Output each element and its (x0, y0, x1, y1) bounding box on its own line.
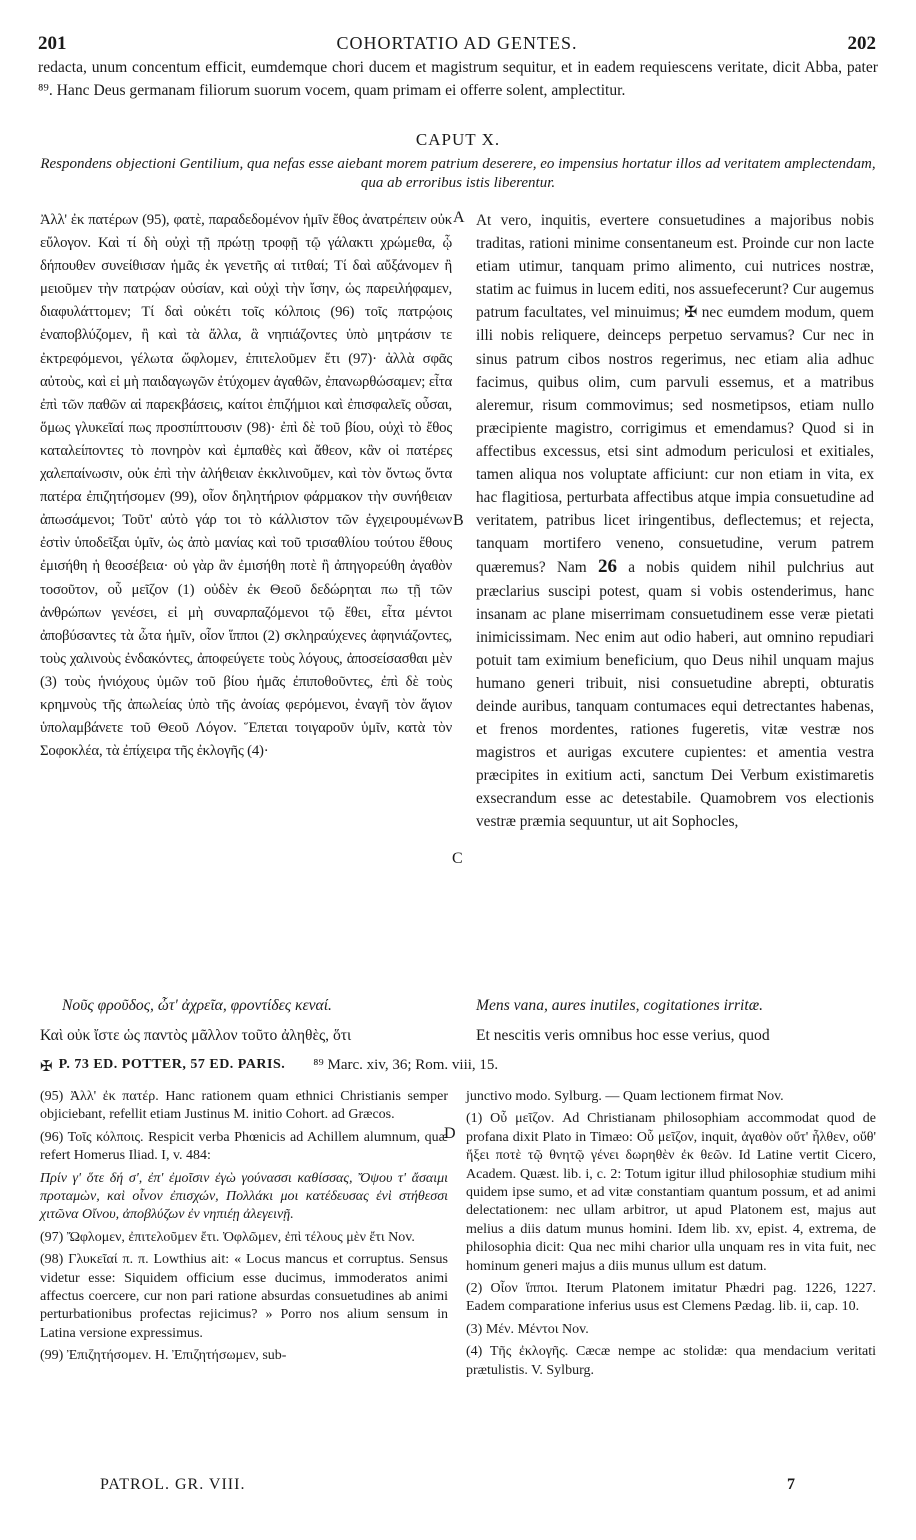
margin-letter-a: A (453, 209, 465, 226)
footnotes-right (466, 1088, 876, 1384)
cross-marker-icon: ✠ (40, 1059, 53, 1075)
sheet-number: 7 (787, 1476, 796, 1493)
running-header (38, 33, 876, 55)
margin-letter-b: B (453, 512, 464, 529)
running-title: COHORTATIO AD GENTES. (336, 33, 578, 53)
verse-latin: Mens vana, aures inutiles, cogitationes irritæ. (476, 997, 764, 1014)
latin-column (476, 209, 874, 834)
series-signature: PATROL. GR. VIII. (100, 1476, 246, 1493)
footnote-verse: Πρίν γ' ὅτε δή σ', ἐπ' ἐμοῖσιν ἐγὼ γούνασσι καθίσσας, Ὄψου τ' ἄσαιμι προταμὼν, καὶ οἶνον ἐπισχών, Πολλάκι μοι κατέδευσας ἐνὶ στήθεσσι χιτῶνα Οἴνου, ἀποβλύζων ἐν νηπιέῃ ἀλεγεινῇ. (40, 1170, 448, 1223)
footnote: (96) Τοῖς κόλποις. Respicit verba Phœnicis ad Achillem alumnum, quæ refert Homerus Iliad. I, v. 484: (40, 1129, 448, 1164)
page-footer (100, 1476, 796, 1494)
footnote: junctivo modo. Sylburg. — Quam lectionem firmat Nov. (466, 1089, 784, 1104)
edition-reference: P. 73 ED. POTTER, 57 ED. PARIS. (58, 1057, 286, 1072)
footnote: (3) Μέν. Μέντοι Nov. (466, 1321, 589, 1337)
greek-column (40, 209, 452, 763)
footnote: (98) Γλυκεῖαί π. π. Lowthius ait: « Locus mancus et corruptus. Sensus videtur esse: Siquidem officium esse ducimus, immoderatos animi affectus coercere, cur non pari ratione absurdas consuetudines ab animi perturbationibus profectas rejicimus? » Porro nos alium sensum in Latina versione expressimus. (40, 1252, 448, 1341)
footnote: (95) Ἀλλ' ἐκ πατέρ. Hanc rationem quam ethnici Christianis semper objiciebant, refellit etiam Justinus M. initio Cohort. ad Græcos. (40, 1089, 448, 1123)
margin-letter-d: D (444, 1125, 456, 1142)
chapter-heading: CAPUT X. (415, 130, 501, 149)
footnote: (2) Οἷον ἵπποι. Iterum Platonem imitatur Phædri pag. 1226, 1227. Eadem comparatione inferius usus est Clemens Pædag. lib. ii, cap. 10. (466, 1281, 876, 1315)
footnote: (99) Ἐπιζητήσομεν. H. Ἐπιζητήσωμεν, sub- (40, 1348, 287, 1364)
closing-latin-line: Et nescitis veris omnibus hoc esse verius, quod (476, 1027, 770, 1044)
verse-greek: Νοῦς φροῦδος, ὦτ' ἀχρεῖα, φροντίδες κεναί. (62, 997, 332, 1014)
edition-note (40, 1057, 876, 1076)
footnote: (1) Οὗ μεῖζον. Ad Christianam philosophiam accommodat quod de profana dixit Plato in Timæo: Οὗ μεῖζον, inquit, ἀγαθὸν οὔτ' ἦλθεν, οὔθ' ἥξει ποτὲ τῷ θνητῷ γένει δωρηθὲν ἐκ θεῶν. Id Latine vertit Cicero, Academ. Quæst. lib. i, c. 2: Totum igitur illud philosophiæ studium mihi quidem ipse sumo, et ad vitæ constantiam quantum possum, et ad animi delectationem: nec ullam arbitror, ut apud Platonem est, majus aut melius a diis datum munus homini. Idem lib. xv, epist. 4, extrema, de philosophia dicit: Qua nec mihi charior ulla unquam res in vita fuit, nec hominum generi majus a diis munus ullum est datum. (466, 1111, 876, 1274)
greek-text: Ἀλλ' ἐκ πατέρων (95), φατὲ, παραδεδομένον ἡμῖν ἔθος ἀνατρέπειν οὐκ εὔλογον. Καὶ τί δὴ οὐχὶ τῇ πρώτῃ τροφῇ τῷ γάλακτι χρώμεθα, ᾧ δήπουθεν συνείθισαν ἡμᾶς ἐκ γενετῆς αἱ τιτθαί; Τί δαὶ αὔξάνομεν ἢ μειοῦμεν τὴν πατρῴαν οὐσίαν, καὶ οὐχὶ τὴν ἴσην, ὡς παρειλήφαμεν, διαφυλάττομεν; Τί δαὶ οὐκέτι τοῖς κόλποις (96) τοῖς πατρῴοις ἐναποβλύζομεν, ἢ καὶ τὰ ἄλλα, ἃ νηπιάζοντες ὑπὸ μητράσιν τε ἐκτρεφόμενοι, γέλωτα ὤφλομεν, ἐπιτελοῦμεν ἔτι (97)· ἀλλὰ σφᾶς αὐτοὺς, καὶ εἰ μὴ παιδαγωγῶν ἐτύχομεν ἀγαθῶν, ἐπανωρθώσαμεν; εἶτα ἐπὶ τῶν παθῶν αἱ παρεκβάσεις, καίτοι ἐπιζήμιοι καὶ ἐπισφαλεῖς οὖσαι, ὅμως γλυκεῖαί πως προσπίπτουσιν (98)· ἐπὶ δὲ τοῦ βίου, οὐχὶ τὸ ἔθος καταλείποντες τὸ πονηρὸν καὶ ἐμπαθὲς καὶ ἄθεον, κἂν οἱ πατέρες χαλεπαίνωσιν, οὐκ ἐπὶ τὴν ἀλήθειαν ἐκκλινοῦμεν, καὶ τὸν ὄντως ὄντα πατέρα ἐπιζητήσομεν (99), οἷον δηλητήριον φάρμακον τὴν συνήθειαν ἀπωσάμενοι; Τοῦτ' αὐτὸ γάρ τοι τὸ κάλλιστον τῶν ἐγχειρουμένων ἐστὶν ὑποδεῖξαι ὑμῖν, ὡς ἀπὸ μανίας καὶ τοῦ τρισαθλίου τούτου ἔθους ἐμισήθη ἡ θεοσέβεια· οὐ γὰρ ἂν ἐμισήθη ποτὲ ἢ ἀπηγορεύθη ἀγαθὸν τοσοῦτον, οὗ μεῖζον (1) οὐδὲν ἐκ Θεοῦ δεδώρηται πω τῇ τῶν ἀνθρώπων γενέσει, εἰ μὴ συναρπαζόμενοι τῷ ἔθει, εἶτα μέντοι ἀποβύσαντες τὰ ὦτα ἡμῖν, οἷον ἵπποι (2) σκληραύχενες ἀφηνιάζοντες, τοὺς χαλινοὺς ἐνδακόντες, ἀποφεύγετε τοὺς λόγους, ἀποσείσασθαι μὲν (3) τοὺς ἡνιόχους ὑμῶν τοῦ βίου ἡμᾶς ἐπιποθοῦντες, ἐπὶ δὲ τοὺς κρημνοὺς τῆς ἀπωλείας ὑπὸ τῆς ἀνοίας φερόμενοι, ἐναγῆ τὸν ἅγιον ὑπολαμβάνετε τοῦ Θεοῦ Λόγον. Ἕπεται τοιγαροῦν ὑμῖν, κατὰ τὸν Σοφοκλέα, τὰ ἐπίχειρα τῆς ἐκλογῆς (4)· (40, 212, 452, 760)
footnotes-left (40, 1088, 448, 1370)
scripture-reference: ⁸⁹ Marc. xiv, 36; Rom. viii, 15. (313, 1057, 499, 1073)
footnote: (4) Τῆς ἐκλογῆς. Cæcæ nempe ac stolidæ: qua mendacium veritati prætulistis. V. Sylburg. (466, 1344, 876, 1378)
cross-marker-icon: ✠ (684, 304, 698, 322)
intro-paragraph: redacta, unum concentum efficit, eumdemque chori ducem et magistrum sequitur, et in eadem requiescens veritate, dicit Abba, pater ⁸⁹. Hanc Deus germanam filiorum suorum vocem, quam primam ei offerre solent, amplectitur. (38, 59, 878, 99)
margin-letter-c: C (452, 850, 463, 867)
page-number-left: 201 (38, 33, 67, 54)
inline-page-number: 26 (597, 556, 617, 578)
chapter-summary: Respondens objectioni Gentilium, qua nefas esse aiebant morem patrium deserere, eo impensius hortatur illos ad veritatem amplectendam, qua ab erroribus istis liberentur. (40, 156, 876, 191)
footnote: (97) Ὤφλομεν, ἐπιτελοῦμεν ἔτι. Ὀφλῶμεν, ἐπὶ τέλους μὲν ἔτι Nov. (40, 1229, 415, 1245)
page-number-right: 202 (847, 33, 876, 54)
closing-greek-line: Καὶ οὐκ ἴστε ὡς παντὸς μᾶλλον τοῦτο ἀληθὲς, ὅτι (40, 1027, 352, 1044)
latin-text: At vero, inquitis, evertere consuetudines a majoribus nobis traditas, rationi minime consentaneum est. Proinde cur non lacte etiam utimur, tanquam primo alimento, cui nutrices nostræ, statim ac fuimus in lucem editi, nos assuefecerunt? Cur augemus patrum facultates, vel minuimus; ✠ nec eumdem modum, quem illi nobis reliquere, deinceps perpetuo servamus? Cur nec in sinus patrum cibos nostros regerimus, nec etiam alia adhuc facimus, quibus olim, cum parvuli essemus, et a matribus aleremur, risum commovimus; sed nosmetipsos, etiam nullo præcipiente magistro, corrigimus et emendamus? Quod si in affectibus excessus, etsi sint admodum periculosi et exitiales, tamen aliqua nos voluptate afficiunt: cur non etiam in vita, ex hac flagitiosa, perturbata affectibus atque impia consuetudine ad veritatem, patribus licet iringentibus, deflectemus; et rejecta, tanquam mortifero veneno, consuetudine, verum patrem quæremus? Nam 26 a nobis quidem nihil pulchrius aut præclarius suscipi potest, quam si vobis ostenderimus, hanc insanam ac plane miserrimam consuetudinem esse veræ pietati inimicissimam. Nec enim aut odio haberi, aut omnino repudiari potuit tam eximium beneficium, quo Deus nihil unquam majus humano generi tribuit, nisi consuetudine abrepti, obturatis deinde auribus, tanquam contumaces equi detrectantes habenas, et frenos mordentes, rationes fugeretis, vitæ vestræ nos magistros et aurigas excutere cupientes: et amentia vestra præcipites in exitium acti, sanctum Dei Verbum existimaretis exsecrandum esse ac detestabile. Quamobrem vos electionis vestræ præmia sequuntur, ut ait Sophocles, (476, 212, 875, 831)
